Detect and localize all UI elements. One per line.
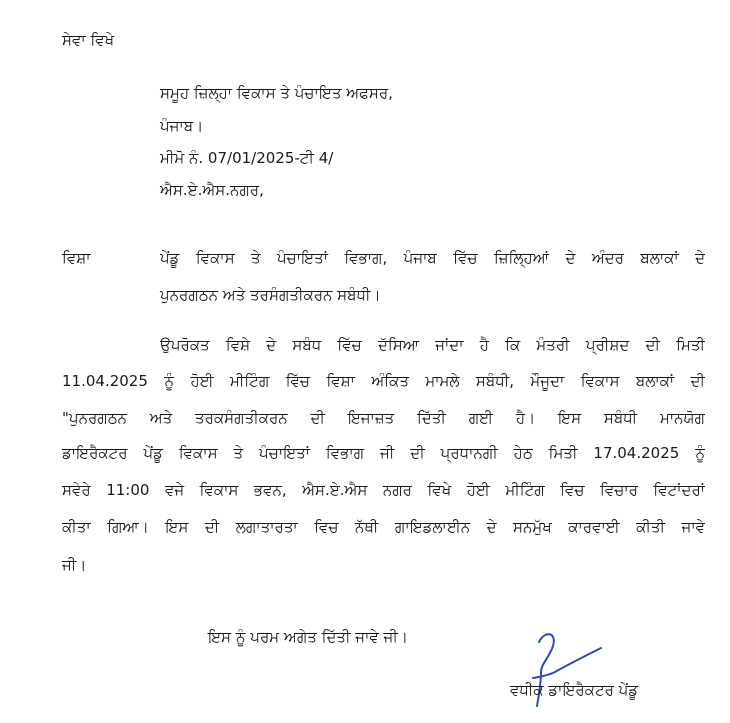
subject-line: ਪੁਨਰਗਠਨ ਅਤੇ ਤਰਸੰਗਤੀਕਰਨ ਸਬੰਧੀ। <box>160 286 381 304</box>
address-line: ਸਮੂਹ ਜ਼ਿਲ੍ਹਾ ਵਿਕਾਸ ਤੇ ਪੰਚਾਇਤ ਅਫਸਰ, <box>160 84 393 102</box>
body-line: ਕੀਤਾ ਗਿਆ। ਇਸ ਦੀ ਲਗਾਤਾਰਤਾ ਵਿਚ ਨੱਥੀ ਗਾਇਡਲਾਈਨ ਦੇ ਸਨਮੁੱਖ ਕਾਰਵਾਈ ਕੀਤੀ ਜਾਵੇ <box>62 518 705 536</box>
memo-number: ਮੀਮੋ ਨੰ. 07/01/2025-ਟੀ 4/ <box>160 149 334 167</box>
salutation: ਸੇਵਾ ਵਿਖੇ <box>62 31 115 49</box>
body-line: 11.04.2025 ਨੂੰ ਹੋਈ ਮੀਟਿੰਗ ਵਿੱਚ ਵਿਸ਼ਾ ਅੰਕਿਤ ਮਾਮਲੇ ਸਬੰਧੀ, ਮੌਜੂਦਾ ਵਿਕਾਸ ਬਲਾਕਾਂ ਦੀ <box>62 372 705 390</box>
closing-line: ਇਸ ਨੂੰ ਪਰਮ ਅਗੇਤ ਦਿੱਤੀ ਜਾਵੇ ਜੀ। <box>208 628 408 646</box>
body-line: ਉਪਰੋਕਤ ਵਿਸ਼ੇ ਦੇ ਸਬੰਧ ਵਿੱਚ ਦੱਸਿਆ ਜਾਂਦਾ ਹੈ ਕਿ ਮੰਤਰੀ ਪ੍ਰੀਸ਼ਦ ਦੀ ਮਿਤੀ <box>160 336 705 354</box>
body-line: "ਪੁਨਰਗਠਨ ਅਤੇ ਤਰਕਸੰਗਤੀਕਰਨ ਦੀ ਇਜਾਜ਼ਤ ਦਿੱਤੀ ਗਈ ਹੈ। ਇਸ ਸਬੰਧੀ ਮਾਨਯੋਗ <box>62 409 705 427</box>
signatory-title: ਵਧੀਕ ਡਾਇਰੈਕਟਰ ਪੇਂਡੂ <box>510 681 639 699</box>
subject-line: ਪੇਂਡੂ ਵਿਕਾਸ ਤੇ ਪੰਚਾਇਤਾਂ ਵਿਭਾਗ, ਪੰਜਾਬ ਵਿੱਚ ਜ਼ਿਲ੍ਹਿਆਂ ਦੇ ਅੰਦਰ ਬਲਾਕਾਂ ਦੇ <box>160 249 705 267</box>
body-line: ਸਵੇਰੇ 11:00 ਵਜੇ ਵਿਕਾਸ ਭਵਨ, ਐਸ.ਏ.ਐਸ ਨਗਰ ਵਿਖੇ ਹੋਈ ਮੀਟਿੰਗ ਵਿਚ ਵਿਚਾਰ ਵਿਟਾਂਦਰਾਂ <box>62 481 705 499</box>
address-line: ਪੰਜਾਬ। <box>160 117 204 135</box>
body-line: ਡਾਇਰੈਕਟਰ ਪੇਂਡੂ ਵਿਕਾਸ ਤੇ ਪੰਚਾਇਤਾਂ ਵਿਭਾਗ ਜੀ ਦੀ ਪ੍ਰਧਾਨਗੀ ਹੇਠ ਮਿਤੀ 17.04.2025 ਨੂੰ <box>62 444 705 462</box>
subject-label: ਵਿਸ਼ਾ <box>62 249 91 267</box>
address-line: ਐਸ.ਏ.ਐਸ.ਨਗਰ, <box>160 181 264 199</box>
body-line: ਜੀ। <box>62 556 87 574</box>
